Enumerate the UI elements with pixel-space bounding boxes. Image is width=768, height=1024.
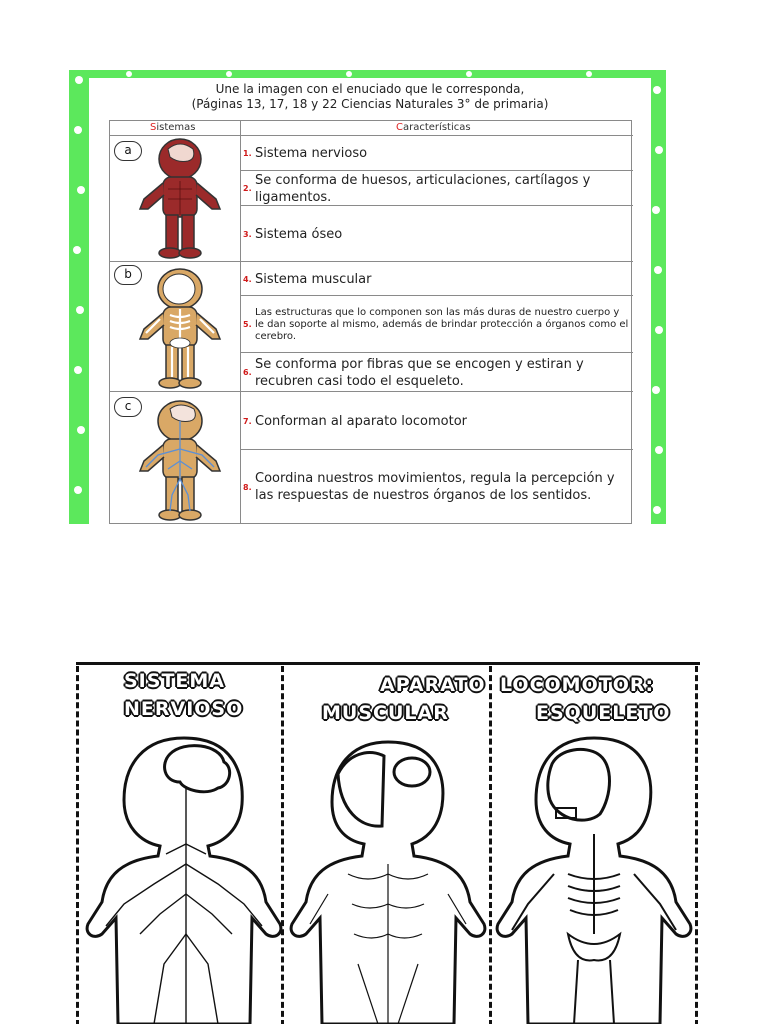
dashed-cut-line: [489, 666, 492, 1024]
skeleton-system-outline: [494, 734, 694, 1024]
title-locomotor: LOCOMOTOR:: [500, 674, 655, 696]
title-nervioso: NERVIOSO: [124, 698, 244, 720]
title-muscular: MUSCULAR: [322, 702, 449, 724]
item-3: 3. Sistema óseo: [243, 226, 343, 242]
muscular-body-illustration: [130, 137, 230, 259]
title-aparato: APARATO: [380, 674, 486, 696]
header-sistemas: Sistemas: [150, 122, 196, 133]
muscular-system-outline: [288, 734, 488, 1024]
header-caracteristicas: Características: [396, 122, 471, 133]
column-divider: [240, 121, 241, 524]
item-5: 5. Las estructuras que lo componen son las más duras de nuestro cuerpo y le dan soporte al mismo, además de brindar protección a órganos como el cerebro.: [243, 306, 629, 342]
matching-worksheet: [69, 70, 666, 524]
nervous-body-illustration: [130, 399, 230, 521]
figure-label-a: a: [114, 141, 142, 161]
item-8: 8. Coordina nuestros movimientos, regula la percepción y las respuestas de nuestros órganos de los sentidos.: [243, 471, 615, 503]
top-rule: [76, 662, 700, 665]
matching-table: [109, 120, 632, 524]
coloring-worksheet: [76, 662, 700, 1024]
title-esqueleto: ESQUELETO: [536, 702, 671, 724]
nervous-system-outline: [84, 734, 284, 1024]
worksheet-card: [89, 78, 651, 524]
item-4: 4. Sistema muscular: [243, 271, 372, 287]
instruction-line-2: (Páginas 13, 17, 18 y 22 Ciencias Naturales 3° de primaria): [191, 97, 549, 111]
item-7: 7. Conforman al aparato locomotor: [243, 413, 467, 429]
instruction-line-1: Une la imagen con el enuciado que le corresponda,: [215, 82, 525, 96]
item-2: 2. Se conforma de huesos, articulaciones, cartílagos y ligamentos.: [243, 172, 591, 205]
figure-label-b: b: [114, 265, 142, 285]
item-1: 1. Sistema nervioso: [243, 146, 368, 161]
dashed-cut-line: [76, 666, 79, 1024]
title-sistema: SISTEMA: [124, 670, 225, 692]
skeleton-body-illustration: [130, 267, 230, 389]
dashed-cut-line: [695, 666, 698, 1024]
figure-label-c: c: [114, 397, 142, 417]
item-6: 6. Se conforma por fibras que se encogen y estiran y recubren casi todo el esqueleto.: [243, 356, 584, 389]
